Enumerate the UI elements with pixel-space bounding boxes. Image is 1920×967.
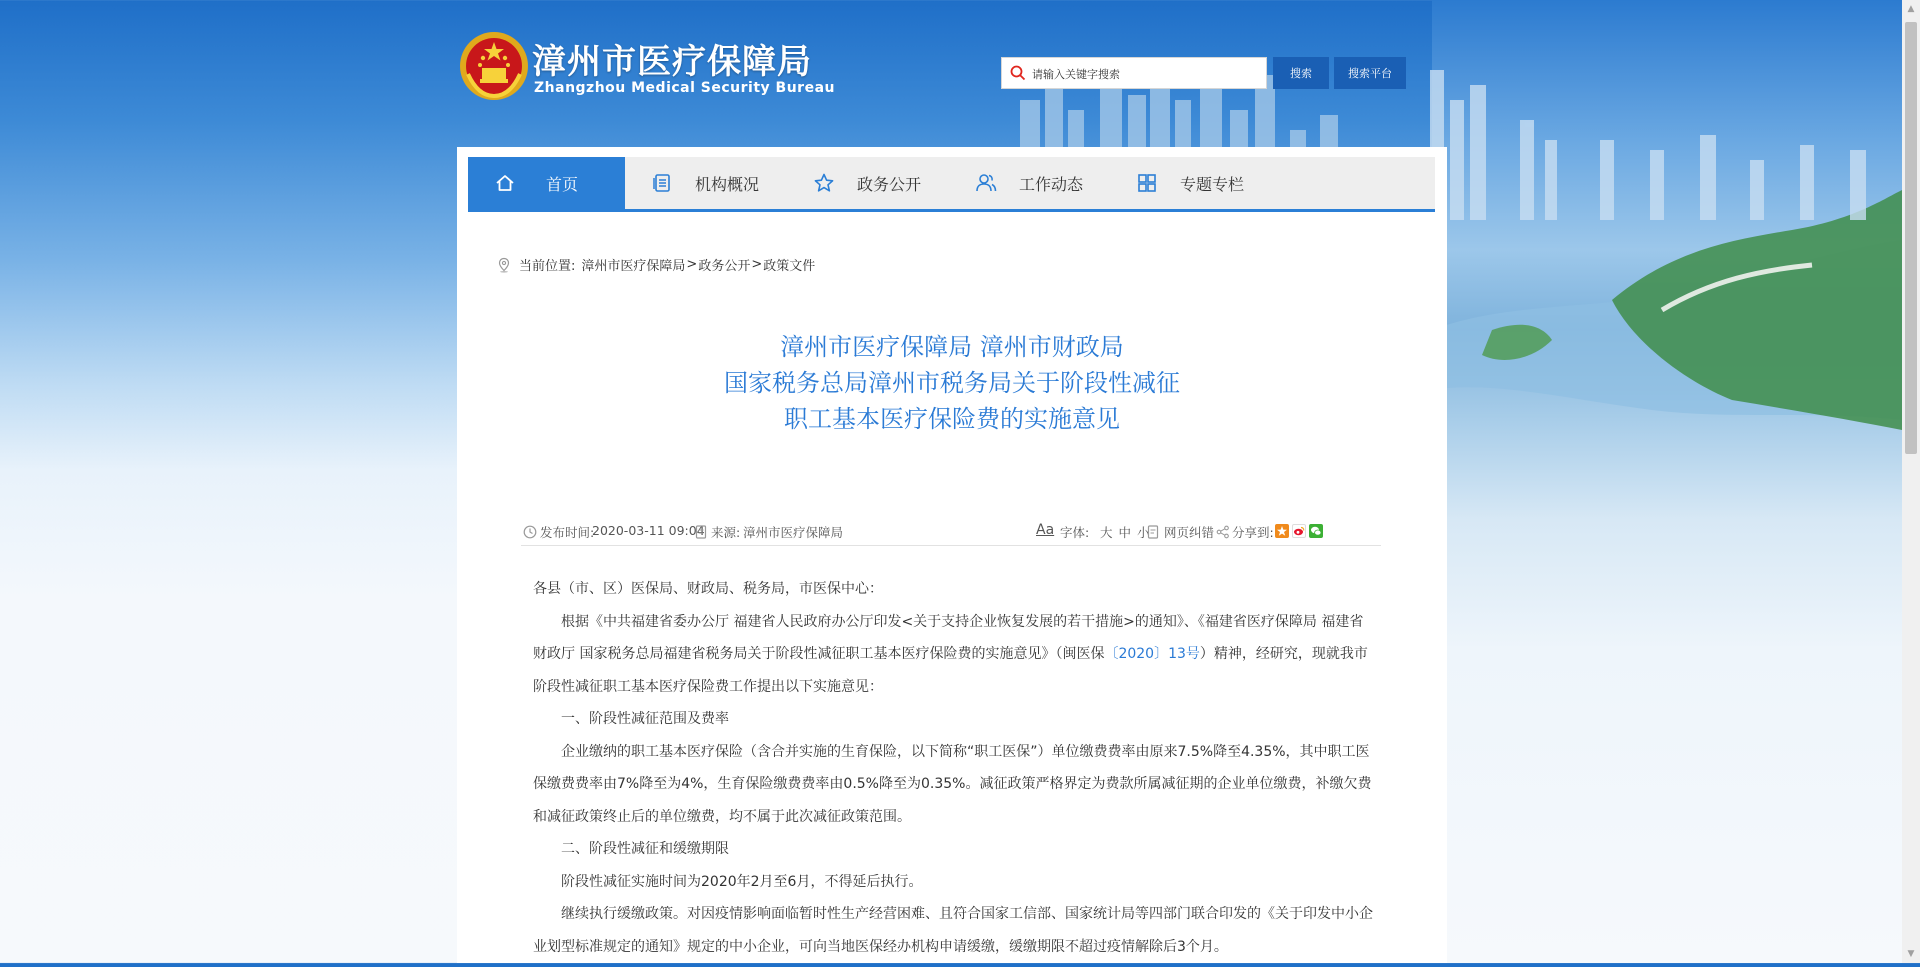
nav-item-special-topics[interactable]	[1136, 157, 1244, 209]
nav-item-government-affairs[interactable]	[813, 157, 921, 209]
source-document-icon	[695, 525, 707, 539]
article-meta-bar	[521, 519, 1381, 546]
site-subtitle: Zhangzhou Medical Security Bureau	[534, 80, 835, 96]
nav-label-organization: 机构概况	[695, 174, 760, 194]
breadcrumb-link-policy-documents[interactable]: 政策文件	[763, 259, 816, 274]
search-box[interactable]	[1001, 57, 1267, 89]
star-icon	[813, 172, 835, 194]
nav-item-organization[interactable]	[651, 157, 759, 209]
breadcrumb	[497, 255, 815, 274]
scroll-up-arrow-icon[interactable]: ▲	[1907, 4, 1915, 14]
grid-icon	[1136, 172, 1158, 194]
home-icon	[494, 172, 516, 194]
scroll-thumb[interactable]	[1905, 22, 1917, 454]
nav-item-work-news[interactable]	[975, 157, 1083, 209]
national-emblem-logo	[458, 30, 530, 102]
font-size-icon: Aa	[1036, 522, 1055, 538]
breadcrumb-prefix: 当前位置:	[519, 259, 576, 274]
article-title-line: 职工基本医疗保险费的实施意见	[784, 405, 1120, 433]
breadcrumb-link-home[interactable]: 漳州市医疗保障局	[581, 259, 686, 274]
share-icon	[1216, 525, 1230, 539]
publish-time-value: 2020-03-11 09:04	[592, 523, 705, 538]
share-weibo-icon[interactable]	[1292, 524, 1306, 538]
site-title: 漳州市医疗保障局	[532, 42, 812, 82]
search-icon	[1010, 65, 1026, 81]
nav-label-government-affairs: 政务公开	[857, 174, 922, 194]
main-nav	[468, 157, 1435, 212]
share-qzone-icon[interactable]	[1275, 524, 1289, 538]
article-paragraph: 阶段性减征实施时间为2020年2月至6月，不得延后执行。	[561, 873, 923, 890]
error-report-icon	[1147, 525, 1159, 539]
nav-label-special-topics: 专题专栏	[1180, 174, 1245, 194]
location-pin-icon	[497, 257, 511, 273]
article-title	[457, 329, 1447, 437]
article-text: 根据《中共福建省委办公厅 福建省人民政府办公厅印发<关于支持企业恢复发展的若干措施>的通知》、《福建省医疗保障局 福建省财政厅 国家税务总局福建省税务局关于阶段性减征职工基本医疗保险费的实施意见》（闽医保	[533, 613, 1364, 662]
article-body	[533, 573, 1373, 963]
font-size-options[interactable]: 大 中 小	[1100, 525, 1150, 540]
share-wechat-icon[interactable]	[1309, 524, 1323, 538]
publish-time-label: 发布时间:	[540, 525, 595, 540]
source-value: 漳州市医疗保障局	[743, 525, 844, 540]
section-heading: 一、阶段性减征范围及费率	[561, 711, 729, 727]
search-button[interactable]: 搜索	[1273, 57, 1329, 89]
document-number-link[interactable]: 〔2020〕13号	[1104, 646, 1200, 662]
article-paragraph: 各县（市、区）医保局、财政局、税务局，市医保中心：	[533, 581, 883, 597]
people-icon	[975, 172, 997, 194]
article-paragraph	[533, 606, 1373, 704]
search-platform-button[interactable]: 搜索平台	[1334, 57, 1406, 89]
section-heading: 二、阶段性减征和缓缴期限	[561, 841, 729, 857]
article-title-line: 漳州市医疗保障局 漳州市财政局	[780, 333, 1124, 361]
share-label: 分享到:	[1232, 525, 1274, 540]
breadcrumb-link-government-affairs[interactable]: 政务公开	[698, 259, 751, 274]
vertical-scrollbar[interactable]	[1902, 0, 1920, 963]
nav-item-home[interactable]	[468, 157, 625, 209]
breadcrumb-separator: >	[751, 257, 763, 272]
scroll-down-arrow-icon[interactable]: ▼	[1907, 949, 1915, 959]
main-content-panel	[457, 147, 1447, 963]
article-paragraph: 企业缴纳的职工基本医疗保险（含合并实施的生育保险，以下简称“职工医保”）单位缴费费率由原来7.5%降至4.35%，其中职工医保缴费费率由7%降至为4%，生育保险缴费费率由0.5%降至为0.35%。减征政策严格界定为费款所属减征期的企业单位缴费，补缴欠费和减征政策终止后的单位缴费，均不属于此次减征政策范围。	[533, 743, 1372, 825]
document-list-icon	[651, 172, 673, 194]
article-title-line: 国家税务总局漳州市税务局关于阶段性减征	[724, 369, 1180, 397]
nav-label-home: 首页	[546, 174, 579, 194]
search-input[interactable]	[1032, 64, 1260, 84]
source-label: 来源:	[711, 525, 741, 540]
clock-icon	[523, 525, 537, 539]
font-size-label: 字体:	[1060, 525, 1090, 540]
nav-label-work-news: 工作动态	[1019, 174, 1084, 194]
article-paragraph: 继续执行缓缴政策。对因疫情影响面临暂时性生产经营困难、且符合国家工信部、国家统计局等四部门联合印发的《关于印发中小企业划型标准规定的通知》规定的中小企业，可向当地医保经办机构申请缓缴，缓缴期限不超过疫情解除后3个月。	[533, 906, 1373, 955]
breadcrumb-separator: >	[686, 257, 698, 272]
article-text: ）精神，经研究，现就我市阶段性减征职工基本医疗保险费工作提出以下实施意见：	[533, 646, 1368, 695]
error-report-link[interactable]: 网页纠错	[1164, 525, 1215, 540]
